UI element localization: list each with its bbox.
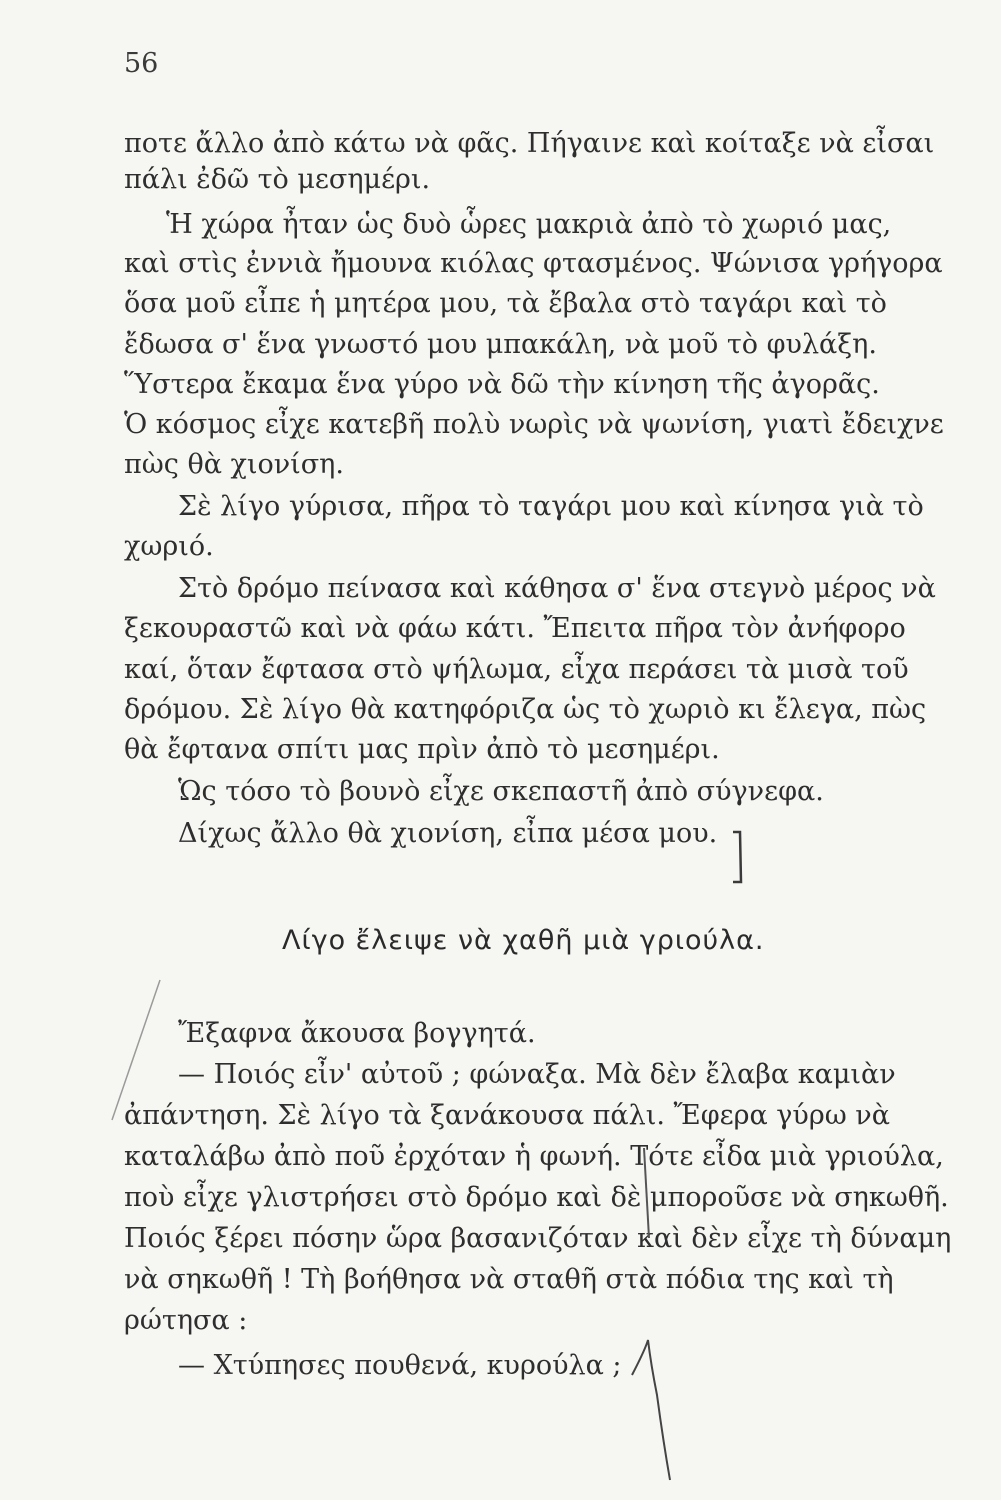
text-line: ἔδωσα σ' ἕνα γνωστό μου μπακάλη, νὰ μοῦ τὸ φυλάξη. [124, 329, 877, 360]
text-line: καί, ὅταν ἔφτασα στὸ ψήλωμα, εἶχα περάσει τὰ μισὰ τοῦ [124, 654, 909, 685]
text-line: Ἔξαφνα ἄκουσα βογγητά. [178, 1018, 536, 1049]
section-heading: Λίγο ἔλειψε νὰ χαθῆ μιὰ γριούλα. [282, 925, 765, 956]
text-line: Ποιός ξέρει πόσην ὥρα βασανιζόταν καὶ δὲν εἶχε τὴ δύναμη [124, 1223, 952, 1254]
text-line: Δίχως ἄλλο θὰ χιονίση, εἶπα μέσα μου. [178, 818, 718, 849]
text-line: πὼς θὰ χιονίση. [124, 449, 344, 480]
text-line: πάλι ἐδῶ τὸ μεσημέρι. [124, 164, 431, 195]
text-line: Ὡς τόσο τὸ βουνὸ εἶχε σκεπαστῆ ἀπὸ σύγνεφα. [178, 776, 824, 807]
text-line: ρώτησα : [124, 1305, 248, 1336]
text-line: νὰ σηκωθῆ ! Τὴ βοήθησα νὰ σταθῆ στὰ πόδια της καὶ τὴ [124, 1264, 894, 1295]
text-line: δρόμου. Σὲ λίγο θὰ κατηφόριζα ὡς τὸ χωριὸ κι ἔλεγα, πὼς [124, 694, 927, 725]
text-line: — Ποιός εἶν' αὐτοῦ ; φώναξα. Μὰ δὲν ἔλαβα καμιὰν [178, 1059, 896, 1090]
text-line: ξεκουραστῶ καὶ νὰ φάω κάτι. Ἔπειτα πῆρα τὸν ἀνήφορο [124, 613, 906, 644]
text-line: θὰ ἔφτανα σπίτι μας πρὶν ἀπὸ τὸ μεσημέρι. [124, 734, 720, 765]
text-line: ὅσα μοῦ εἶπε ἡ μητέρα μου, τὰ ἔβαλα στὸ ταγάρι καὶ τὸ [124, 288, 887, 319]
text-line: ποτε ἄλλο ἀπὸ κάτω νὰ φᾶς. Πήγαινε καὶ κοίταξε νὰ εἶσαι [124, 128, 935, 159]
text-line: ποὺ εἶχε γλιστρήσει στὸ δρόμο καὶ δὲ μποροῦσε νὰ σηκωθῆ. [124, 1182, 949, 1213]
margin-check-mark [632, 1340, 670, 1480]
page-number: 56 [124, 48, 159, 79]
text-line: Στὸ δρόμο πείνασα καὶ κάθησα σ' ἕνα στεγνὸ μέρος νὰ [178, 573, 936, 604]
text-line: καὶ στὶς ἐννιὰ ἤμουνα κιόλας φτασμένος. Ψώνισα γρήγορα [124, 248, 943, 279]
text-line: καταλάβω ἀπὸ ποῦ ἐρχόταν ἡ φωνή. Τότε εἶδα μιὰ γριούλα, [124, 1141, 944, 1172]
text-line: — Χτύπησες πουθενά, κυρούλα ; [178, 1350, 622, 1381]
text-line: Ὁ κόσμος εἶχε κατεβῆ πολὺ νωρὶς νὰ ψωνίση, γιατὶ ἔδειχνε [124, 409, 944, 440]
text-line: ἀπάντηση. Σὲ λίγο τὰ ξανάκουσα πάλι. Ἔφερα γύρω νὰ [124, 1100, 890, 1131]
text-line: χωριό. [124, 531, 214, 562]
text-line: Ὕστερα ἔκαμα ἕνα γύρο νὰ δῶ τὴν κίνηση τῆς ἀγορᾶς. [124, 369, 880, 400]
bracket-mark [733, 832, 741, 882]
text-line: Ἡ χώρα ἦταν ὡς δυὸ ὧρες μακριὰ ἀπὸ τὸ χωριό μας, [166, 209, 892, 240]
text-line: Σὲ λίγο γύρισα, πῆρα τὸ ταγάρι μου καὶ κίνησα γιὰ τὸ [178, 491, 924, 522]
